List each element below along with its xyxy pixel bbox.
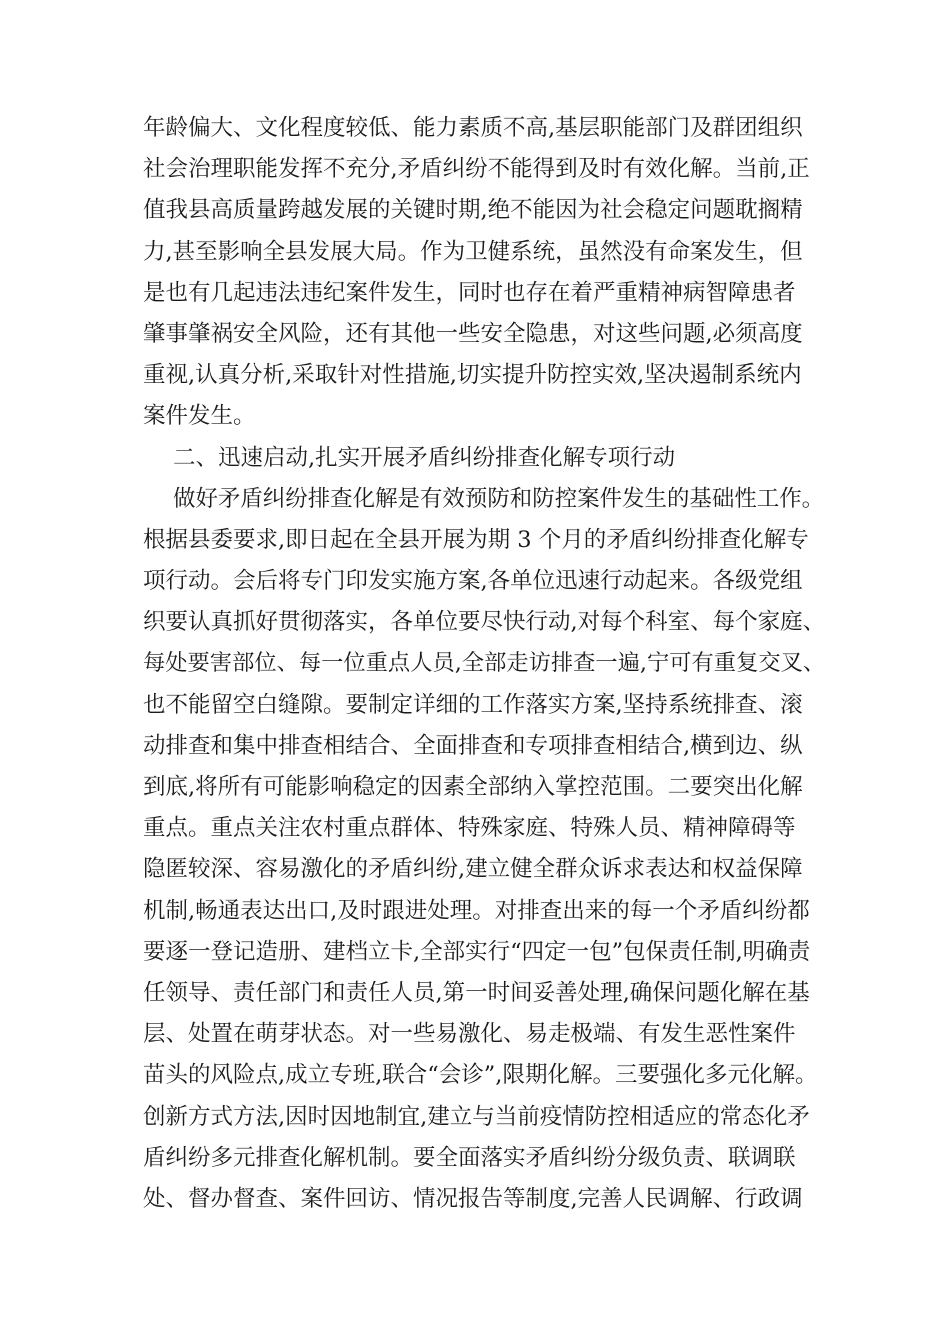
text-line: 也不能留空白缝隙。要制定详细的工作落实方案,坚持系统排查、滚 <box>143 691 803 718</box>
text-line: 二、迅速启动,扎实开展矛盾纠纷排查化解专项行动 <box>173 444 676 471</box>
text-line: 创新方式方法,因时因地制宜,建立与当前疫情防控相适应的常态化矛 <box>143 1103 810 1130</box>
text-line: 隐匿较深、容易激化的矛盾纠纷,建立健全群众诉求表达和权益保障 <box>143 856 803 883</box>
text-line: 根据县委要求,即日起在全县开展为期 3 个月的矛盾纠纷排查化解专 <box>143 526 809 553</box>
text-line: 苗头的风险点,成立专班,联合“会诊”,限期化解。三要强化多元化解。 <box>143 1062 818 1089</box>
text-line: 任领导、责任部门和责任人员,第一时间妥善处理,确保问题化解在基 <box>143 979 810 1006</box>
text-line: 动排查和集中排查相结合、全面排查和专项排查相结合,横到边、纵 <box>143 732 803 759</box>
text-line: 处、督办督查、案件回访、情况报告等制度,完善人民调解、行政调 <box>143 1185 803 1212</box>
text-line: 力,甚至影响全县发展大局。作为卫健系统，虽然没有命案发生，但 <box>143 238 803 265</box>
text-line: 盾纠纷多元排查化解机制。要全面落实矛盾纠纷分级负责、联调联 <box>143 1144 796 1171</box>
text-line: 案件发生。 <box>143 403 256 430</box>
text-line: 每处要害部位、每一位重点人员,全部走访排查一遍,宁可有重复交叉、 <box>143 650 826 677</box>
text-line: 年龄偏大、文化程度较低、能力素质不高,基层职能部门及群团组织 <box>143 115 803 141</box>
text-line: 重视,认真分析,采取针对性措施,切实提升防控实效,坚决遏制系统内 <box>143 362 802 389</box>
text-line: 织要认真抓好贯彻落实，各单位要尽快行动,对每个科室、每个家庭、 <box>143 609 826 636</box>
text-line: 机制,畅通表达出口,及时跟进处理。对排查出来的每一个矛盾纠纷都 <box>143 897 810 924</box>
text-line: 做好矛盾纠纷排查化解是有效预防和防控案件发生的基础性工作。 <box>173 485 825 512</box>
text-line: 值我县高质量跨越发展的关键时期,绝不能因为社会稳定问题耽搁精 <box>143 197 803 224</box>
text-line: 要逐一登记造册、建档立卡,全部实行“四定一包”包保责任制,明确责 <box>143 938 811 965</box>
text-line: 是也有几起违法违纪案件发生，同时也存在着严重精神病智障患者 <box>143 279 796 306</box>
text-line: 到底,将所有可能影响稳定的因素全部纳入掌控范围。二要突出化解 <box>143 774 803 800</box>
text-line: 项行动。会后将专门印发实施方案,各单位迅速行动起来。各级党组 <box>143 568 803 595</box>
text-line: 重点。重点关注农村重点群体、特殊家庭、特殊人员、精神障碍等 <box>143 815 796 842</box>
text-line: 社会治理职能发挥不充分,矛盾纠纷不能得到及时有效化解。当前,正 <box>143 156 810 183</box>
body-text <box>143 108 826 1220</box>
text-line: 层、处置在萌芽状态。对一些易激化、易走极端、有发生恶性案件 <box>143 1021 796 1048</box>
text-line: 肇事肇祸安全风险，还有其他一些安全隐患，对这些问题,必须高度 <box>143 320 803 347</box>
